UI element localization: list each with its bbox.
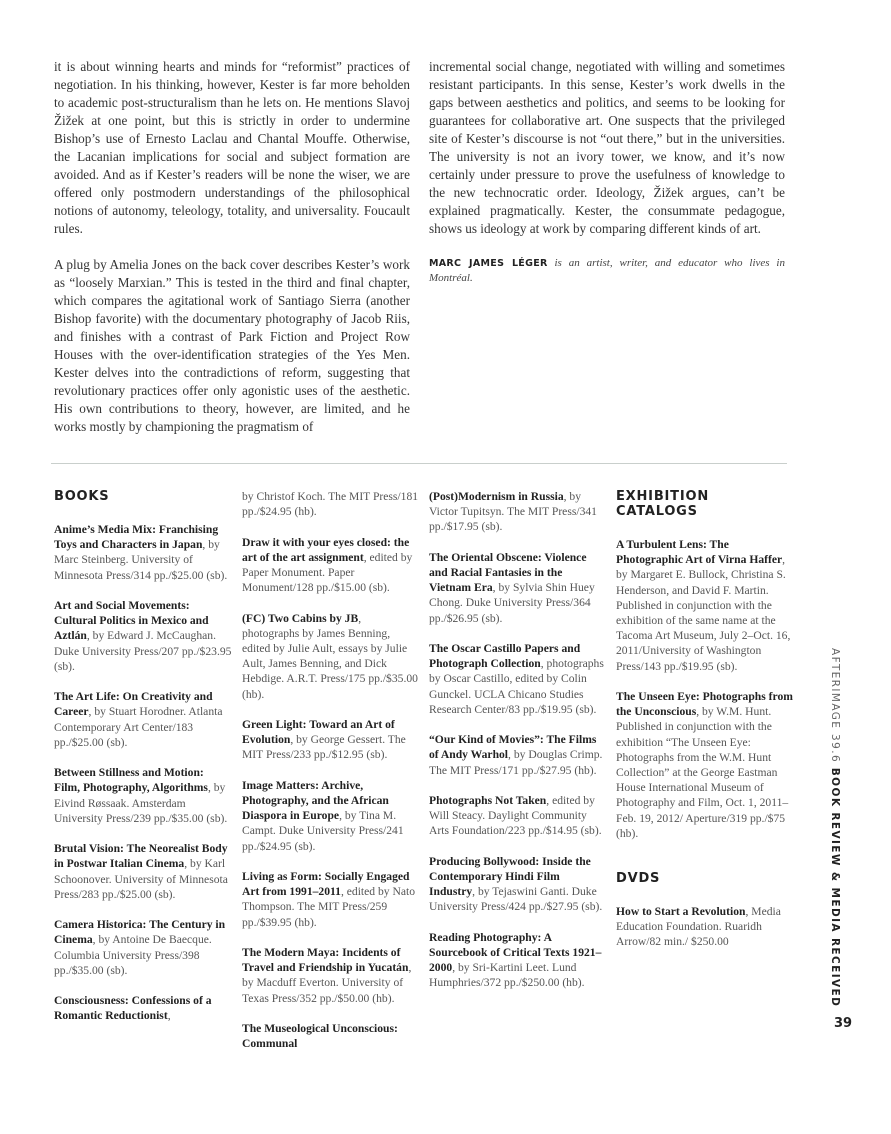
books-heading: BOOKS: [54, 489, 110, 504]
item-title: The Art Life: On Creativity and Career: [54, 690, 213, 719]
received-item: [429, 854, 607, 915]
item-title: The Unseen Eye: Photographs from the Unconscious: [616, 690, 793, 719]
item-details: , by Eivind Røssaak. Amsterdam University Press/239 pp./$35.00 (sb).: [54, 781, 228, 825]
item-details: , by George Gessert. The MIT Press/233 pp./$12.95 (sb).: [242, 733, 406, 762]
item-details: , by W.M. Hunt. Published in conjunction with the exhibition “The Unseen Eye: Photographs from the W.M. Hunt Collection” at the George Eastman House International Museum of Photography and Film, Oct. 1, 2011–Feb. 19, 2012/ Aperture/319 pp./$75 (hb).: [616, 705, 789, 840]
item-title: Draw it with your eyes closed: the art of the art assignment: [242, 535, 410, 564]
received-item: [429, 930, 607, 991]
item-title: The Oscar Castillo Papers and Photograph Collection: [429, 642, 581, 671]
received-item: [242, 611, 420, 702]
item-title: The Museological Unconscious: Communal: [242, 1022, 398, 1051]
received-item: [616, 689, 794, 841]
item-details: , edited by Nato Thompson. The MIT Press/259 pp./$39.95 (hb).: [242, 885, 416, 929]
item-title: Anime’s Media Mix: Franchising Toys and Characters in Japan: [54, 523, 219, 552]
item-details: , by Sylvia Shin Huey Chong. Duke University Press/364 pp./$26.95 (sb).: [429, 581, 595, 625]
item-title: “Our Kind of Movies”: The Films of Andy Warhol: [429, 733, 597, 762]
received-item: [242, 717, 420, 763]
dvds-heading: DVDS: [616, 871, 661, 887]
review-column-right: [429, 58, 785, 285]
review-paragraph: A plug by Amelia Jones on the back cover describes Kester’s work as “loosely Marxian.” This is tested in the third and final chapter, which compares the agitational work of Santiago Sierra (another Bishop favorite) with the documentary photography of Jacob Riis, and finishes with a contrast of Park Fiction and Project Row Houses with the over-identification strategies of the Yes Men. Kester delves into the contradictions of reform, suggesting that revolutionary practices offer only agonistic uses of the aesthetic. His own contributions to theory, however, are limited, and he works mostly by championing the pragmatism of: [54, 257, 410, 434]
received-item: [242, 535, 420, 596]
received-item: [242, 945, 420, 1006]
running-head: [829, 648, 841, 1007]
item-details: , by Antoine De Baecque. Columbia University Press/398 pp./$35.00 (sb).: [54, 933, 212, 977]
received-item: [242, 869, 420, 930]
received-column-3: [429, 489, 607, 1006]
item-details: , by Douglas Crimp. The MIT Press/171 pp./$27.95 (hb).: [429, 748, 603, 777]
item-title: Photographs Not Taken: [429, 794, 547, 807]
received-item: [54, 598, 232, 674]
item-title: The Oriental Obscene: Violence and Racial Fantasies in the Vietnam Era: [429, 550, 587, 595]
item-details: , by Sri-Kartini Leet. Lund Humphries/372 pp./$250.00 (hb).: [429, 961, 585, 990]
review-column-left: [54, 58, 410, 454]
received-item: [616, 904, 794, 950]
item-title: (Post)Modernism in Russia: [429, 490, 564, 503]
author-bio-text: is an artist, writer, and educator who lives in Montréal.: [429, 257, 785, 284]
item-details: by Christof Koch. The MIT Press/181 pp./$24.95 (hb).: [242, 490, 419, 519]
item-details: , by Macduff Everton. University of Texas Press/352 pp./$50.00 (hb).: [242, 961, 412, 1005]
item-title: Between Stillness and Motion: Film, Photography, Algorithms: [54, 766, 208, 795]
received-item: [54, 689, 232, 750]
received-item: [616, 537, 794, 674]
received-item: [54, 993, 232, 1023]
received-column-4: [616, 489, 794, 965]
item-title: Camera Historica: The Century in Cinema: [54, 918, 226, 947]
item-details: , photographs by Oscar Castillo, edited by Colin Gunckel. UCLA Chicano Studies Research Center/83 pp./$19.95 (sb).: [429, 657, 604, 716]
item-details: , by Karl Schoonover. University of Minnesota Press/283 pp./$25.00 (sb).: [54, 857, 228, 901]
received-item: [54, 917, 232, 978]
item-details: , Media Education Foundation. Ruaridh Arrow/82 min./ $250.00: [616, 905, 781, 949]
page-number: 39: [834, 1016, 853, 1031]
item-title: Reading Photography: A Sourcebook of Critical Texts 1921–2000: [429, 930, 602, 975]
item-details: ,: [167, 1009, 171, 1023]
received-item: [429, 550, 607, 626]
item-details: , by Margaret E. Bullock, Christina S. Henderson, and David F. Martin. Published in conjunction with the exhibition of the same name at the Tacoma Art Museum, July 2–Oct. 16, 2011/University of Washington Press/143 pp./$19.95 (sb).: [616, 553, 791, 673]
received-item: [429, 641, 607, 717]
received-item: [242, 1021, 420, 1051]
author-name: MARC JAMES LÉGER: [429, 258, 548, 269]
item-title: Consciousness: Confessions of a Romantic Reductionist: [54, 994, 212, 1023]
received-column-1: [54, 489, 232, 1039]
item-title: How to Start a Revolution: [616, 905, 746, 919]
item-title: Image Matters: Archive, Photography, and the African Diaspora in Europe: [242, 778, 389, 823]
received-item: [429, 489, 607, 535]
item-details: , photographs by James Benning, edited by Julie Ault, essays by Julie Ault, James Benning, and Dick Hebdige. A.R.T. Press/175 pp./$35.00 (hb).: [242, 611, 418, 701]
received-item: [429, 732, 607, 778]
item-details: , edited by Will Steacy. Daylight Community Arts Foundation/223 pp./$14.95 (sb).: [429, 794, 602, 838]
received-item: [429, 793, 607, 839]
item-title: Green Light: Toward an Art of Evolution: [242, 718, 395, 747]
item-title: Brutal Vision: The Neorealist Body in Postwar Italian Cinema: [54, 842, 228, 871]
received-column-2: [242, 489, 420, 1067]
received-item: [242, 489, 420, 519]
item-details: , edited by Paper Monument. Paper Monument/128 pp./$15.00 (sb).: [242, 550, 413, 595]
author-bio: [429, 256, 785, 285]
item-details: , by Tina M. Campt. Duke University Press/241 pp./$24.95 (sb).: [242, 809, 404, 853]
received-item: [242, 778, 420, 854]
item-title: Producing Bollywood: Inside the Contemporary Hindi Film Industry: [429, 854, 591, 899]
item-details: , by Stuart Horodner. Atlanta Contemporary Art Center/183 pp./$25.00 (sb).: [54, 705, 223, 749]
item-title: (FC) Two Cabins by JB: [242, 611, 359, 625]
received-item: [54, 841, 232, 902]
item-title: Living as Form: Socially Engaged Art from 1991–2011: [242, 870, 410, 899]
review-paragraph: it is about winning hearts and minds for “reformist” practices of negotiation. In his thinking, however, Kester is far more beholden to academic post-structuralism than he lets on. He mentions Slavoj Žižek at one point, but this is strictly in order to undermine Bishop’s use of Ernesto Laclau and Chantal Mouffe. Otherwise, the Lacanian implications for social and subject formation are avoided. And as if Kester’s readers will be none the wiser, we are offered only postmodern understandings of the philosophical notions of autonomy, teleology, totality, and universality. Foucault rules.: [54, 59, 410, 236]
item-details: , by Edward J. McCaughan. Duke University Press/207 pp./$23.95 (sb).: [54, 629, 232, 673]
item-title: A Turbulent Lens: The Photographic Art of Virna Haffer: [616, 538, 783, 567]
magazine-issue: AFTERIMAGE 39.6: [829, 648, 841, 768]
review-paragraph: incremental social change, negotiated with willing and sometimes resistant participants. In this sense, Kester’s work dwells in the gaps between aesthetics and politics, and seems to be looking for guarantees for collaborative art. One suspects that the privileged site of Kester’s discourse is not “out there,” but in the universities. The university is not an ivory tower, we know, and it’s now certainly under pressure to prove the usefulness of knowledge to the new technocratic order. Ideology, Žižek argues, can’t be explained pragmatically. Kester, the consummate pedagogue, shows us ideology at work by comparing different kinds of art.: [429, 59, 785, 236]
received-item: [54, 765, 232, 826]
item-details: , by Tejaswini Ganti. Duke University Press/424 pp./$27.95 (sb).: [429, 885, 603, 914]
section-title: BOOK REVIEW & MEDIA RECEIVED: [829, 767, 841, 1008]
section-divider: [51, 463, 787, 464]
item-title: The Modern Maya: Incidents of Travel and Friendship in Yucatán: [242, 946, 409, 975]
received-item: [54, 522, 232, 583]
item-details: , by Victor Tupitsyn. The MIT Press/341 pp./$17.95 (sb).: [429, 490, 597, 534]
item-details: , by Marc Steinberg. University of Minnesota Press/314 pp./$25.00 (sb).: [54, 538, 228, 582]
exhibition-catalogs-heading: EXHIBITION CATALOGS: [616, 489, 710, 519]
item-title: Art and Social Movements: Cultural Politics in Mexico and Aztlán: [54, 599, 209, 643]
